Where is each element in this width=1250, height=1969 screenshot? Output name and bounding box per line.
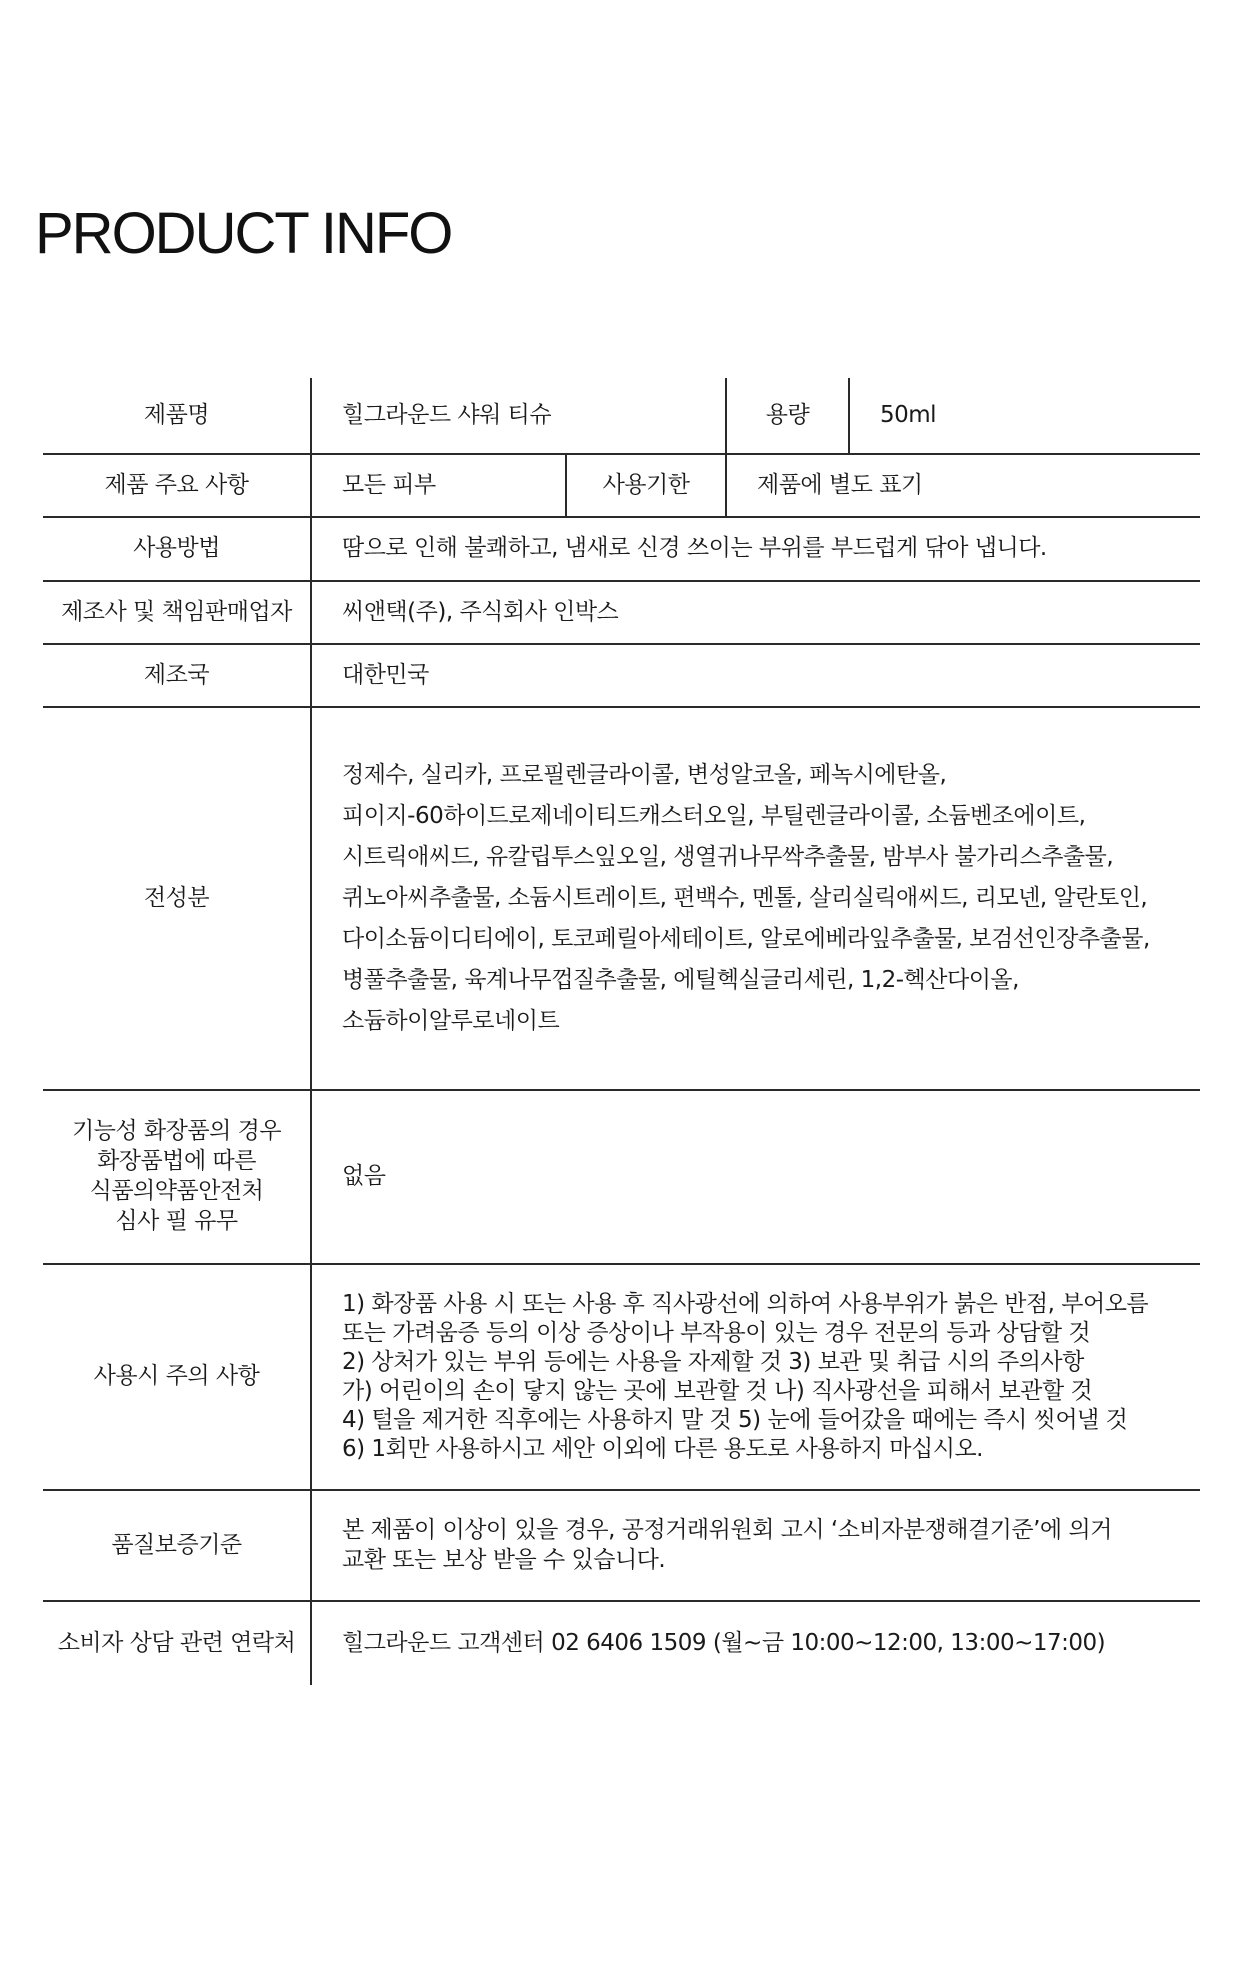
functional-value: 없음	[311, 1090, 1200, 1264]
warranty-label: 품질보증기준	[43, 1490, 311, 1601]
row-product-name	[43, 378, 1200, 454]
product-name-value: 힐그라운드 샤워 티슈	[311, 378, 726, 454]
row-warranty	[43, 1490, 1200, 1601]
warranty-line: 교환 또는 보상 받을 수 있습니다.	[342, 1546, 666, 1573]
usage-label: 사용방법	[43, 517, 311, 581]
functional-label-line: 식품의약품안전처	[89, 1178, 264, 1204]
usage-value: 땀으로 인해 불쾌하고, 냄새로 신경 쓰이는 부위를 부드럽게 닦아 냅니다.	[311, 517, 1200, 581]
row-usage	[43, 517, 1200, 581]
country-label: 제조국	[43, 644, 311, 707]
main-spec-value: 모든 피부	[311, 454, 566, 517]
country-value: 대한민국	[311, 644, 1200, 707]
warranty-value	[311, 1490, 1200, 1601]
warranty-line: 본 제품이 이상이 있을 경우, 공정거래위원회 고시 ‘소비자분쟁해결기준’에 의거	[342, 1516, 1112, 1543]
manufacturer-value: 씨앤택(주), 주식회사 인박스	[311, 581, 1200, 644]
expiry-value: 제품에 별도 표기	[726, 454, 1200, 517]
cautions-line: 2) 상처가 있는 부위 등에는 사용을 자제할 것 3) 보관 및 취급 시의 주의사항	[342, 1349, 1084, 1375]
page-title: PRODUCT INFO	[35, 201, 452, 266]
row-ingredients	[43, 707, 1200, 1090]
cautions-value	[311, 1264, 1200, 1490]
functional-label-line: 심사 필 유무	[115, 1207, 238, 1234]
cautions-line: 1) 화장품 사용 시 또는 사용 후 직사광선에 의하여 사용부위가 붉은 반점, 부어오름	[342, 1291, 1149, 1317]
contact-label: 소비자 상담 관련 연락처	[43, 1601, 311, 1685]
manufacturer-label: 제조사 및 책임판매업자	[43, 581, 311, 644]
cautions-line: 가) 어린이의 손이 닿지 않는 곳에 보관할 것 나) 직사광선을 피해서 보관할 것	[342, 1378, 1093, 1404]
cautions-label: 사용시 주의 사항	[43, 1264, 311, 1490]
functional-label	[43, 1090, 311, 1264]
main-spec-label: 제품 주요 사항	[43, 454, 311, 517]
cautions-line: 6) 1회만 사용하시고 세안 이외에 다른 용도로 사용하지 마십시오.	[342, 1436, 983, 1462]
ingredients-label: 전성분	[43, 707, 311, 1090]
ingredients-line: 소듐하이알루로네이트	[342, 1008, 560, 1034]
ingredients-line: 시트릭애씨드, 유칼립투스잎오일, 생열귀나무싹추출물, 밤부사 불가리스추출물,	[342, 844, 1114, 870]
ingredients-line: 다이소듐이디티에이, 토코페릴아세테이트, 알로에베라잎추출물, 보검선인장추출물,	[342, 926, 1150, 952]
row-cautions	[43, 1264, 1200, 1490]
functional-label-line: 기능성 화장품의 경우	[71, 1118, 282, 1145]
product-name-label: 제품명	[43, 378, 311, 454]
ingredients-value	[311, 707, 1200, 1090]
ingredients-line: 병풀추출물, 육계나무껍질추출물, 에틸헥실글리세린, 1,2-헥산다이올,	[342, 967, 1019, 993]
expiry-label: 사용기한	[566, 454, 726, 517]
ingredients-line: 퀴노아씨추출물, 소듐시트레이트, 편백수, 멘톨, 살리실릭애씨드, 리모넨, 알란토인,	[342, 885, 1148, 911]
row-manufacturer	[43, 581, 1200, 644]
product-info-table	[43, 378, 1200, 1685]
volume-label: 용량	[726, 378, 849, 454]
contact-value: 힐그라운드 고객센터 02 6406 1509 (월~금 10:00~12:00, 13:00~17:00)	[342, 1629, 1106, 1656]
row-functional	[43, 1090, 1200, 1264]
functional-label-line: 화장품법에 따른	[97, 1148, 256, 1175]
row-country	[43, 644, 1200, 707]
row-main-spec	[43, 454, 1200, 517]
ingredients-line: 정제수, 실리카, 프로필렌글라이콜, 변성알코올, 페녹시에탄올,	[342, 762, 947, 788]
cautions-line: 또는 가려움증 등의 이상 증상이나 부작용이 있는 경우 전문의 등과 상담할 것	[342, 1320, 1091, 1346]
row-contact	[43, 1601, 1200, 1685]
volume-value: 50ml	[849, 378, 1200, 454]
cautions-line: 4) 털을 제거한 직후에는 사용하지 말 것 5) 눈에 들어갔을 때에는 즉시 씻어낼 것	[342, 1407, 1128, 1433]
ingredients-line: 피이지-60하이드로제네이티드캐스터오일, 부틸렌글라이콜, 소듐벤조에이트,	[342, 803, 1086, 829]
